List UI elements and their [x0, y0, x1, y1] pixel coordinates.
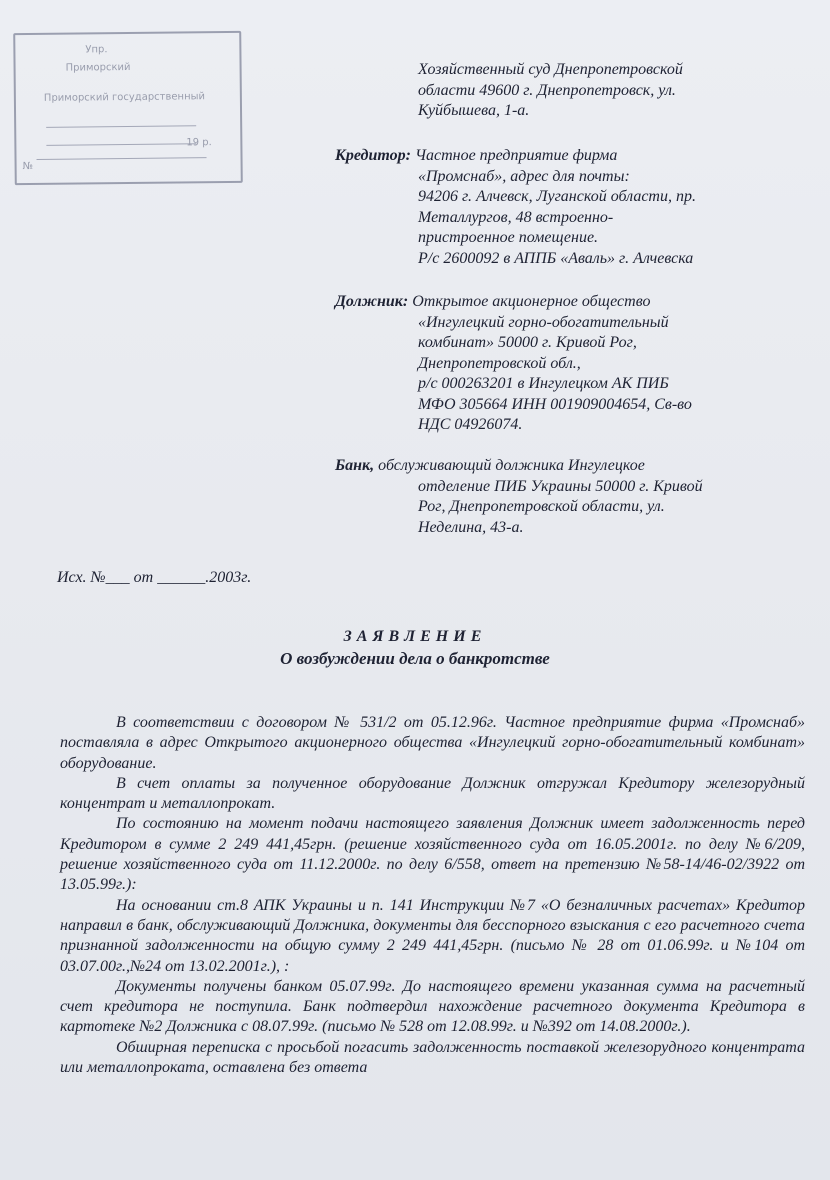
bank-details	[418, 477, 808, 539]
debtor-label: Должник:	[335, 293, 409, 310]
paragraph-4: На основании ст.8 АПК Украины и п. 141 Инструкции №7 «О безналичных расчетах» Кредитор направил в банк, обслуживающий Должника, документы для бесспорного взыскания с его расчетного счета признанной задолженности на общую сумму 2 249 441,45грн. (письмо № 28 от 01.06.99г. и №104 от 03.07.00г.,№24 от 13.02.2001г.), :	[60, 896, 805, 975]
creditor-line-3: 94206 г. Алчевск, Луганской области, пр.	[418, 188, 696, 205]
debtor-line-2: «Ингулецкий горно-обогатительный	[418, 313, 669, 331]
paragraph-1: В соответствии с договором № 531/2 от 05.12.96г. Частное предприятие фирма «Промснаб» поставляла в адрес Открытого акционерного общества «Ингулецкий горно-обогатительный комбинат» оборудование.	[60, 714, 805, 772]
stamp-year: 19 р.	[186, 137, 212, 149]
creditor-line-1: Частное предприятие фирма	[414, 147, 618, 164]
outgoing-number: Исх. №___ от ______.2003г.	[57, 569, 252, 586]
debtor-line-1: Открытое акционерное общество	[412, 293, 651, 310]
paragraph-2: В счет оплаты за полученное оборудование Должник отгружал Кредитору железорудный концентрат и металлопрокат.	[60, 774, 805, 813]
creditor-line-4: Металлургов, 48 встроенно-	[418, 208, 614, 226]
debtor-block	[335, 292, 805, 313]
paragraph-3: По состоянию на момент подачи настоящего заявления Должник имеет задолженность перед Кредитором в сумме 2 249 441,45грн. (решение хозяйственного суда от 16.05.2001г. по делу №6/209, решение хозяйственного суда от 11.12.2000г. по делу 6/558, ответ на претензию №58-14/46-02/3922 от 13.05.99г.):	[60, 815, 805, 894]
bank-line-4: Неделина, 43-а.	[418, 518, 524, 536]
bank-label: Банк,	[335, 457, 375, 474]
document-subtitle: О возбуждении дела о банкротстве	[280, 649, 550, 668]
court-address-line-2: области 49600 г. Днепропетровск, ул.	[418, 81, 676, 99]
creditor-block	[335, 146, 805, 167]
document-title: ЗАЯВЛЕНИЕ	[343, 628, 487, 645]
debtor-details	[418, 313, 808, 436]
creditor-line-2: «Промснаб», адрес для почты:	[418, 167, 630, 185]
court-address-line-3: Куйбышева, 1-а.	[418, 102, 530, 119]
paragraph-6: Обширная переписка с просьбой погасить задолженность поставкой железорудного концентрата или металлопроката, оставлена без ответа	[60, 1038, 805, 1077]
statement-body	[60, 713, 805, 1078]
debtor-line-3: комбинат» 50000 г. Кривой Рог,	[418, 334, 637, 351]
court-address	[418, 60, 798, 122]
debtor-line-7: НДС 04926074.	[418, 416, 523, 433]
stamp-text-1: Упр.	[85, 44, 108, 56]
bank-block	[335, 456, 805, 477]
stamp-number: №	[22, 160, 34, 173]
bank-line-2: отделение ПИБ Украины 50000 г. Кривой	[418, 477, 703, 495]
court-address-line-1: Хозяйственный суд Днепропетровской	[418, 61, 683, 78]
debtor-line-4: Днепропетровской обл.,	[418, 354, 581, 372]
bank-line-3: Рог, Днепропетровской области, ул.	[418, 498, 665, 515]
debtor-line-6: МФО 305664 ИНН 001909004654, Св-во	[418, 395, 692, 413]
creditor-line-5: пристроенное помещение.	[418, 229, 599, 246]
stamp-text-3: Приморский государственный	[43, 91, 206, 104]
creditor-label: Кредитор:	[335, 147, 411, 164]
registration-stamp	[13, 31, 243, 185]
creditor-line-6: Р/с 2600092 в АППБ «Аваль» г. Алчевска	[418, 249, 694, 267]
debtor-line-5: р/с 000263201 в Ингулецком АК ПИБ	[418, 375, 669, 392]
bank-line-1: обслуживающий должника Ингулецкое	[378, 457, 645, 474]
stamp-text-2: Приморский	[65, 61, 131, 74]
paragraph-5: Документы получены банком 05.07.99г. До настоящего времени указанная сумма на расчетный счет кредитора не поступила. Банк подтвердил нахождение расчетного документа Кредитора в картотеке №2 Должника с 08.07.99г. (письмо № 528 от 12.08.99г. и №392 от 14.08.2000г.).	[60, 977, 805, 1036]
creditor-details	[418, 167, 808, 270]
